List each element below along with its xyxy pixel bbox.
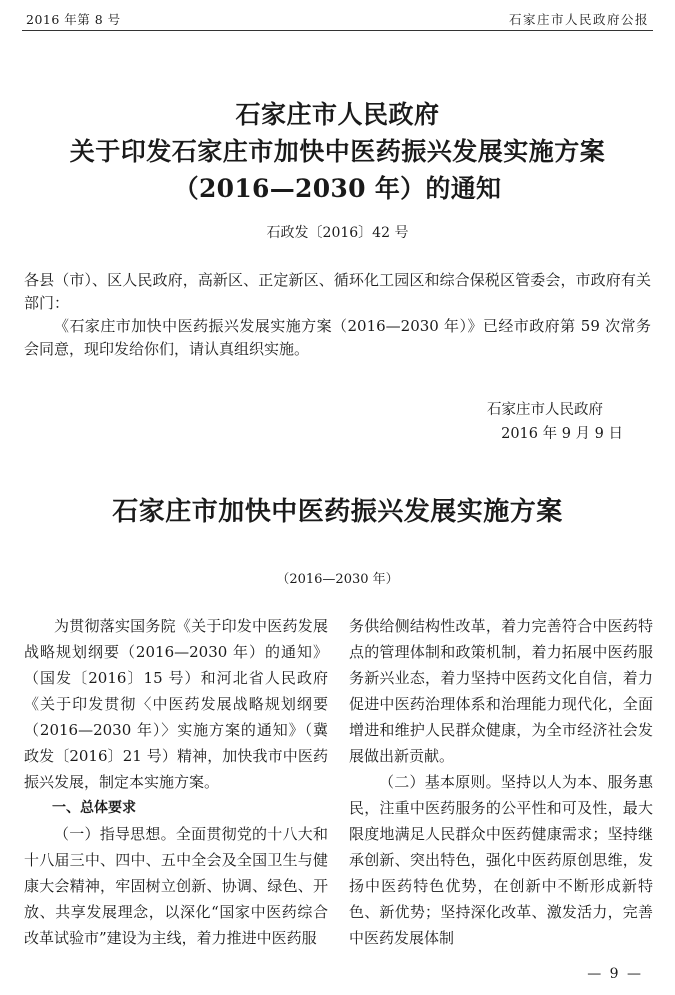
section-heading: 一、总体要求 — [52, 800, 136, 816]
plan-title: 石家庄市加快中医药振兴发展实施方案 — [112, 497, 563, 527]
plan-intro: 为贯彻落实国务院《关于印发中医药发展战略规划纲要（2016—2030 年）的通知》（国发〔2016〕15 号）和河北省人民政府《关于印发贯彻〈中医药发展战略规划纲要（2016—2030 年）〉实施方案的通知》（冀政发〔2016〕21 号）精神，加快我市中医药振兴发展，制定本实施方案。 — [24, 617, 328, 791]
page-header — [22, 6, 653, 31]
notice-title — [0, 96, 675, 207]
column-left — [24, 613, 328, 951]
issue-number: 2016 年第 8 号 — [26, 12, 121, 27]
plan-subtitle: （2016—2030 年） — [276, 572, 399, 587]
guiding-ideology-text: （一）指导思想。全面贯彻党的十八大和十八届三中、四中、五中全会及全国卫生与健康大会精神，牢固树立创新、协调、绿色、开放、共享发展理念，以深化“国家中医药综合改革试验市”建设为主线，着力推进中医药服 — [24, 825, 328, 947]
notice-title-line-2: 关于印发石家庄市加快中医药振兴发展实施方案 — [69, 137, 606, 166]
document-number: 石政发〔2016〕42 号 — [266, 225, 409, 241]
signature-block — [487, 398, 623, 446]
notice-title-line-3: （2016—2030 年）的通知 — [173, 174, 502, 203]
notice-body — [24, 269, 651, 361]
notice-content: 《石家庄市加快中医药振兴发展实施方案（2016—2030 年）》已经市政府第 59 次常务会同意，现印发给你们，请认真组织实施。 — [24, 317, 651, 358]
page-number: — 9 — — [587, 966, 643, 982]
guiding-ideology-continued: 务供给侧结构性改革，着力完善符合中医药特点的管理体制和政策机制，着力拓展中医药服务新兴业态，着力坚持中医药文化自信，着力促进中医药治理体系和治理能力现代化，全面增进和维护人民群众健康，为全市经济社会发展做出新贡献。 — [349, 617, 653, 765]
notice-addressee: 各县（市）、区人民政府，高新区、正定新区、循环化工园区和综合保税区管委会，市政府有关部门： — [24, 271, 651, 312]
issue-date: 2016 年 9 月 9 日 — [501, 426, 623, 442]
column-right — [349, 613, 653, 951]
publication-name: 石家庄市人民政府公报 — [508, 12, 649, 27]
notice-title-line-1: 石家庄市人民政府 — [235, 100, 440, 129]
signer: 石家庄市人民政府 — [487, 402, 603, 418]
guiding-ideology-paragraph — [24, 821, 328, 951]
basic-principles-paragraph: （二）基本原则。坚持以人为本、服务惠民，注重中医药服务的公平性和可及性，最大限度地满足人民群众中医药健康需求；坚持继承创新、突出特色，强化中医药原创思维，发扬中医药特色优势，在创新中不断形成新特色、新优势；坚持深化改革、激发活力，完善中医药发展体制 — [349, 773, 653, 947]
